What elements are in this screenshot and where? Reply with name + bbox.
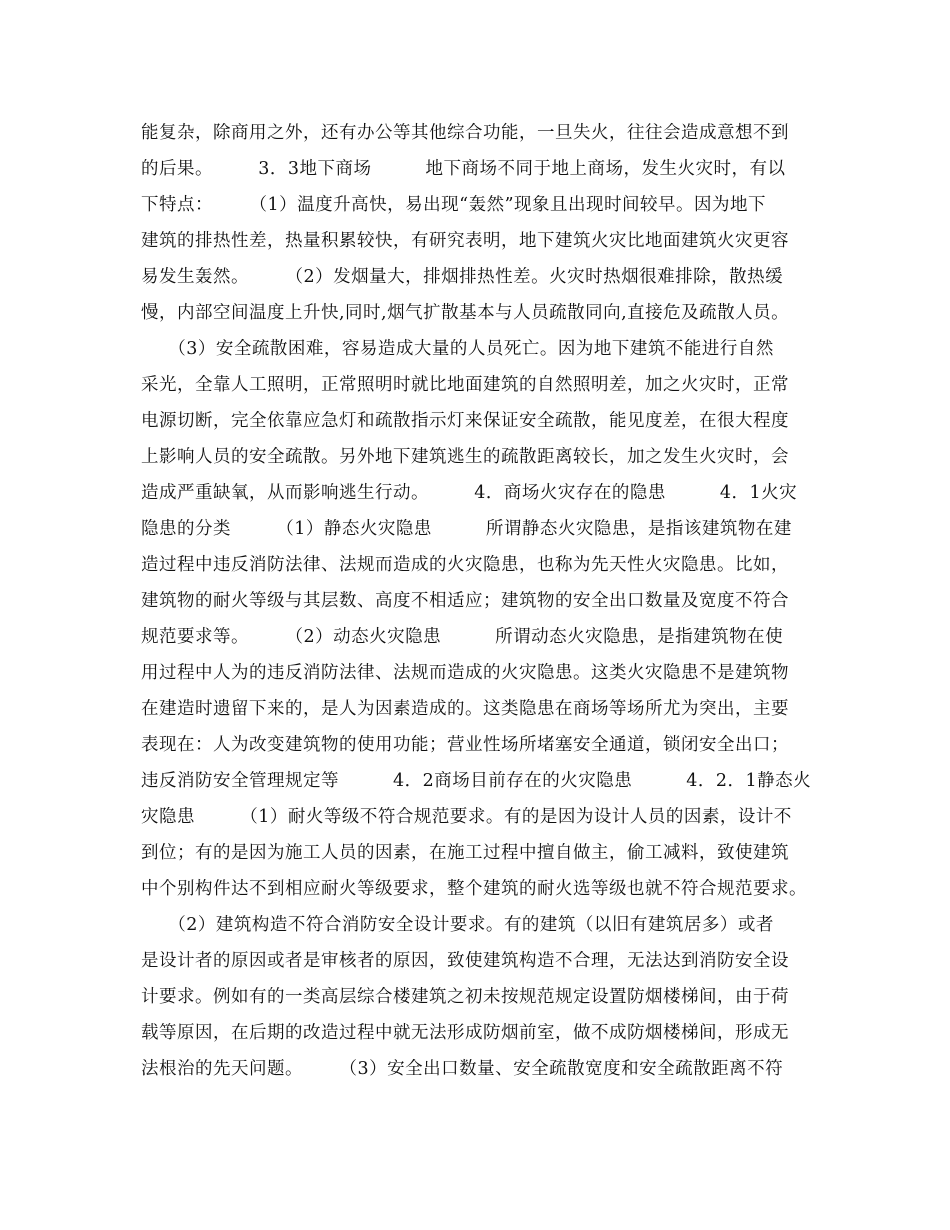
text-line: 灾隐患 （1）耐火等级不符合规范要求。有的是因为设计人员的因素，设计不: [141, 807, 792, 827]
text-line: 慢，内部空间温度上升快,同时,烟气扩散基本与人员疏散同向,直接危及疏散人员。: [141, 303, 790, 323]
text-line: 易发生轰然。 （2）发烟量大，排烟排热性差。火灾时热烟很难排除，散热缓: [141, 267, 784, 287]
text-line: （3）安全疏散困难，容易造成大量的人员死亡。因为地下建筑不能进行自然: [141, 339, 774, 359]
text-line: 计要求。例如有的一类高层综合楼建筑之初未按规范规定设置防烟楼梯间，由于荷: [141, 987, 789, 1007]
text-line: 的后果。 3．3地下商场 地下商场不同于地上商场，发生火灾时，有以: [141, 159, 786, 179]
text-line: 是设计者的原因或者是审核者的原因，致使建筑构造不合理，无法达到消防安全设: [141, 951, 789, 971]
text-line: 采光，全靠人工照明，正常照明时就比地面建筑的自然照明差，加之火灾时，正常: [141, 375, 789, 395]
text-line: 上影响人员的安全疏散。另外地下建筑逃生的疏散距离较长，加之发生火灾时，会: [141, 447, 789, 467]
text-line: 下特点： （1）温度升高快，易出现“轰然”现象且出现时间较早。因为地下: [141, 195, 767, 215]
text-line: 建筑的排热性差，热量积累较快，有研究表明，地下建筑火灾比地面建筑火灾更容: [141, 231, 789, 251]
text-line: 中个别构件达不到相应耐火等级要求，整个建筑的耐火选等级也就不符合规范要求。: [141, 879, 807, 899]
text-line: 表现在：人为改变建筑物的使用功能；营业性场所堵塞安全通道，锁闭安全出口；: [141, 735, 789, 755]
text-line: 能复杂，除商用之外，还有办公等其他综合功能，一旦失火，往往会造成意想不到: [141, 123, 789, 143]
text-line: 建筑物的耐火等级与其层数、高度不相适应；建筑物的安全出口数量及宽度不符合: [141, 591, 789, 611]
text-line: 隐患的分类 （1）静态火灾隐患 所谓静态火灾隐患，是指该建筑物在建: [141, 519, 792, 539]
text-line: 到位；有的是因为施工人员的因素，在施工过程中擅自做主，偷工减料，致使建筑: [141, 843, 789, 863]
text-line: 电源切断，完全依靠应急灯和疏散指示灯来保证安全疏散，能见度差，在很大程度: [141, 411, 789, 431]
text-line: 造成严重缺氧，从而影响逃生行动。 4．商场火灾存在的隐患 4．1火灾: [141, 483, 798, 503]
text-line: 法根治的先天问题。 （3）安全出口数量、安全疏散宽度和安全疏散距离不符: [141, 1059, 784, 1079]
text-line: 在建造时遗留下来的，是人为因素造成的。这类隐患在商场等场所尤为突出，主要: [141, 699, 789, 719]
text-line: 载等原因，在后期的改造过程中就无法形成防烟前室，做不成防烟楼梯间，形成无: [141, 1023, 789, 1043]
text-line: 规范要求等。 （2）动态火灾隐患 所谓动态火灾隐患，是指建筑物在使: [141, 627, 784, 647]
body-text: [141, 115, 821, 1087]
text-line: 违反消防安全管理规定等 4．2商场目前存在的火灾隐患 4．2．1静态火: [141, 771, 812, 791]
text-line: （2）建筑构造不符合消防安全设计要求。有的建筑（以旧有建筑居多）或者: [141, 915, 774, 935]
text-line: 造过程中违反消防法律、法规而造成的火灾隐患，也称为先天性火灾隐患。比如，: [141, 555, 789, 575]
text-line: 用过程中人为的违反消防法律、法规而造成的火灾隐患。这类火灾隐患不是建筑物: [141, 663, 789, 683]
